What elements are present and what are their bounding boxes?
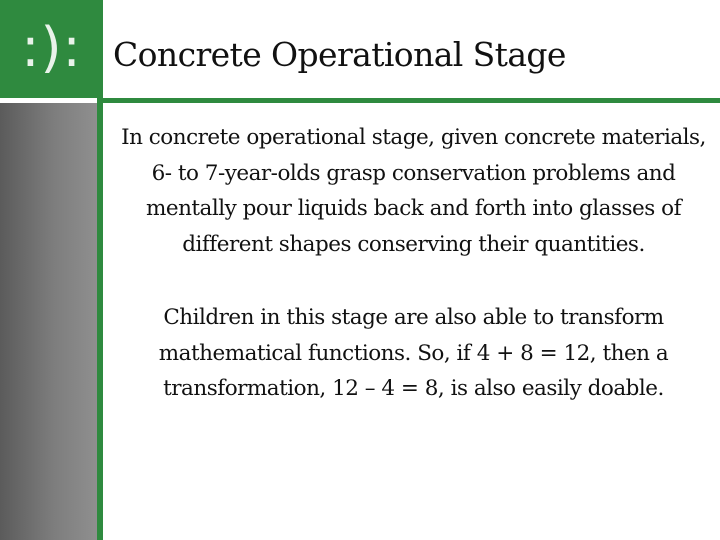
- logo-block: [0, 0, 103, 98]
- title-divider: [97, 98, 720, 103]
- sidebar-accent-edge: [97, 98, 103, 540]
- slide-title: Concrete Operational Stage: [113, 35, 566, 74]
- smiley-logo: :):: [21, 16, 82, 79]
- body-paragraph-1: In concrete operational stage, given concrete materials, 6- to 7-year-olds grasp conservation problems and mentally pour liquids back and forth into glasses of different shapes conserving their quantities.: [121, 125, 706, 257]
- body-paragraph-2: Children in this stage are also able to transform mathematical functions. So, if 4 + 8 = 12, then a transformation, 12 – 4 = 8, is also easily doable.: [158, 305, 669, 401]
- slide-body: [111, 120, 716, 407]
- left-sidebar-bar: [0, 103, 97, 540]
